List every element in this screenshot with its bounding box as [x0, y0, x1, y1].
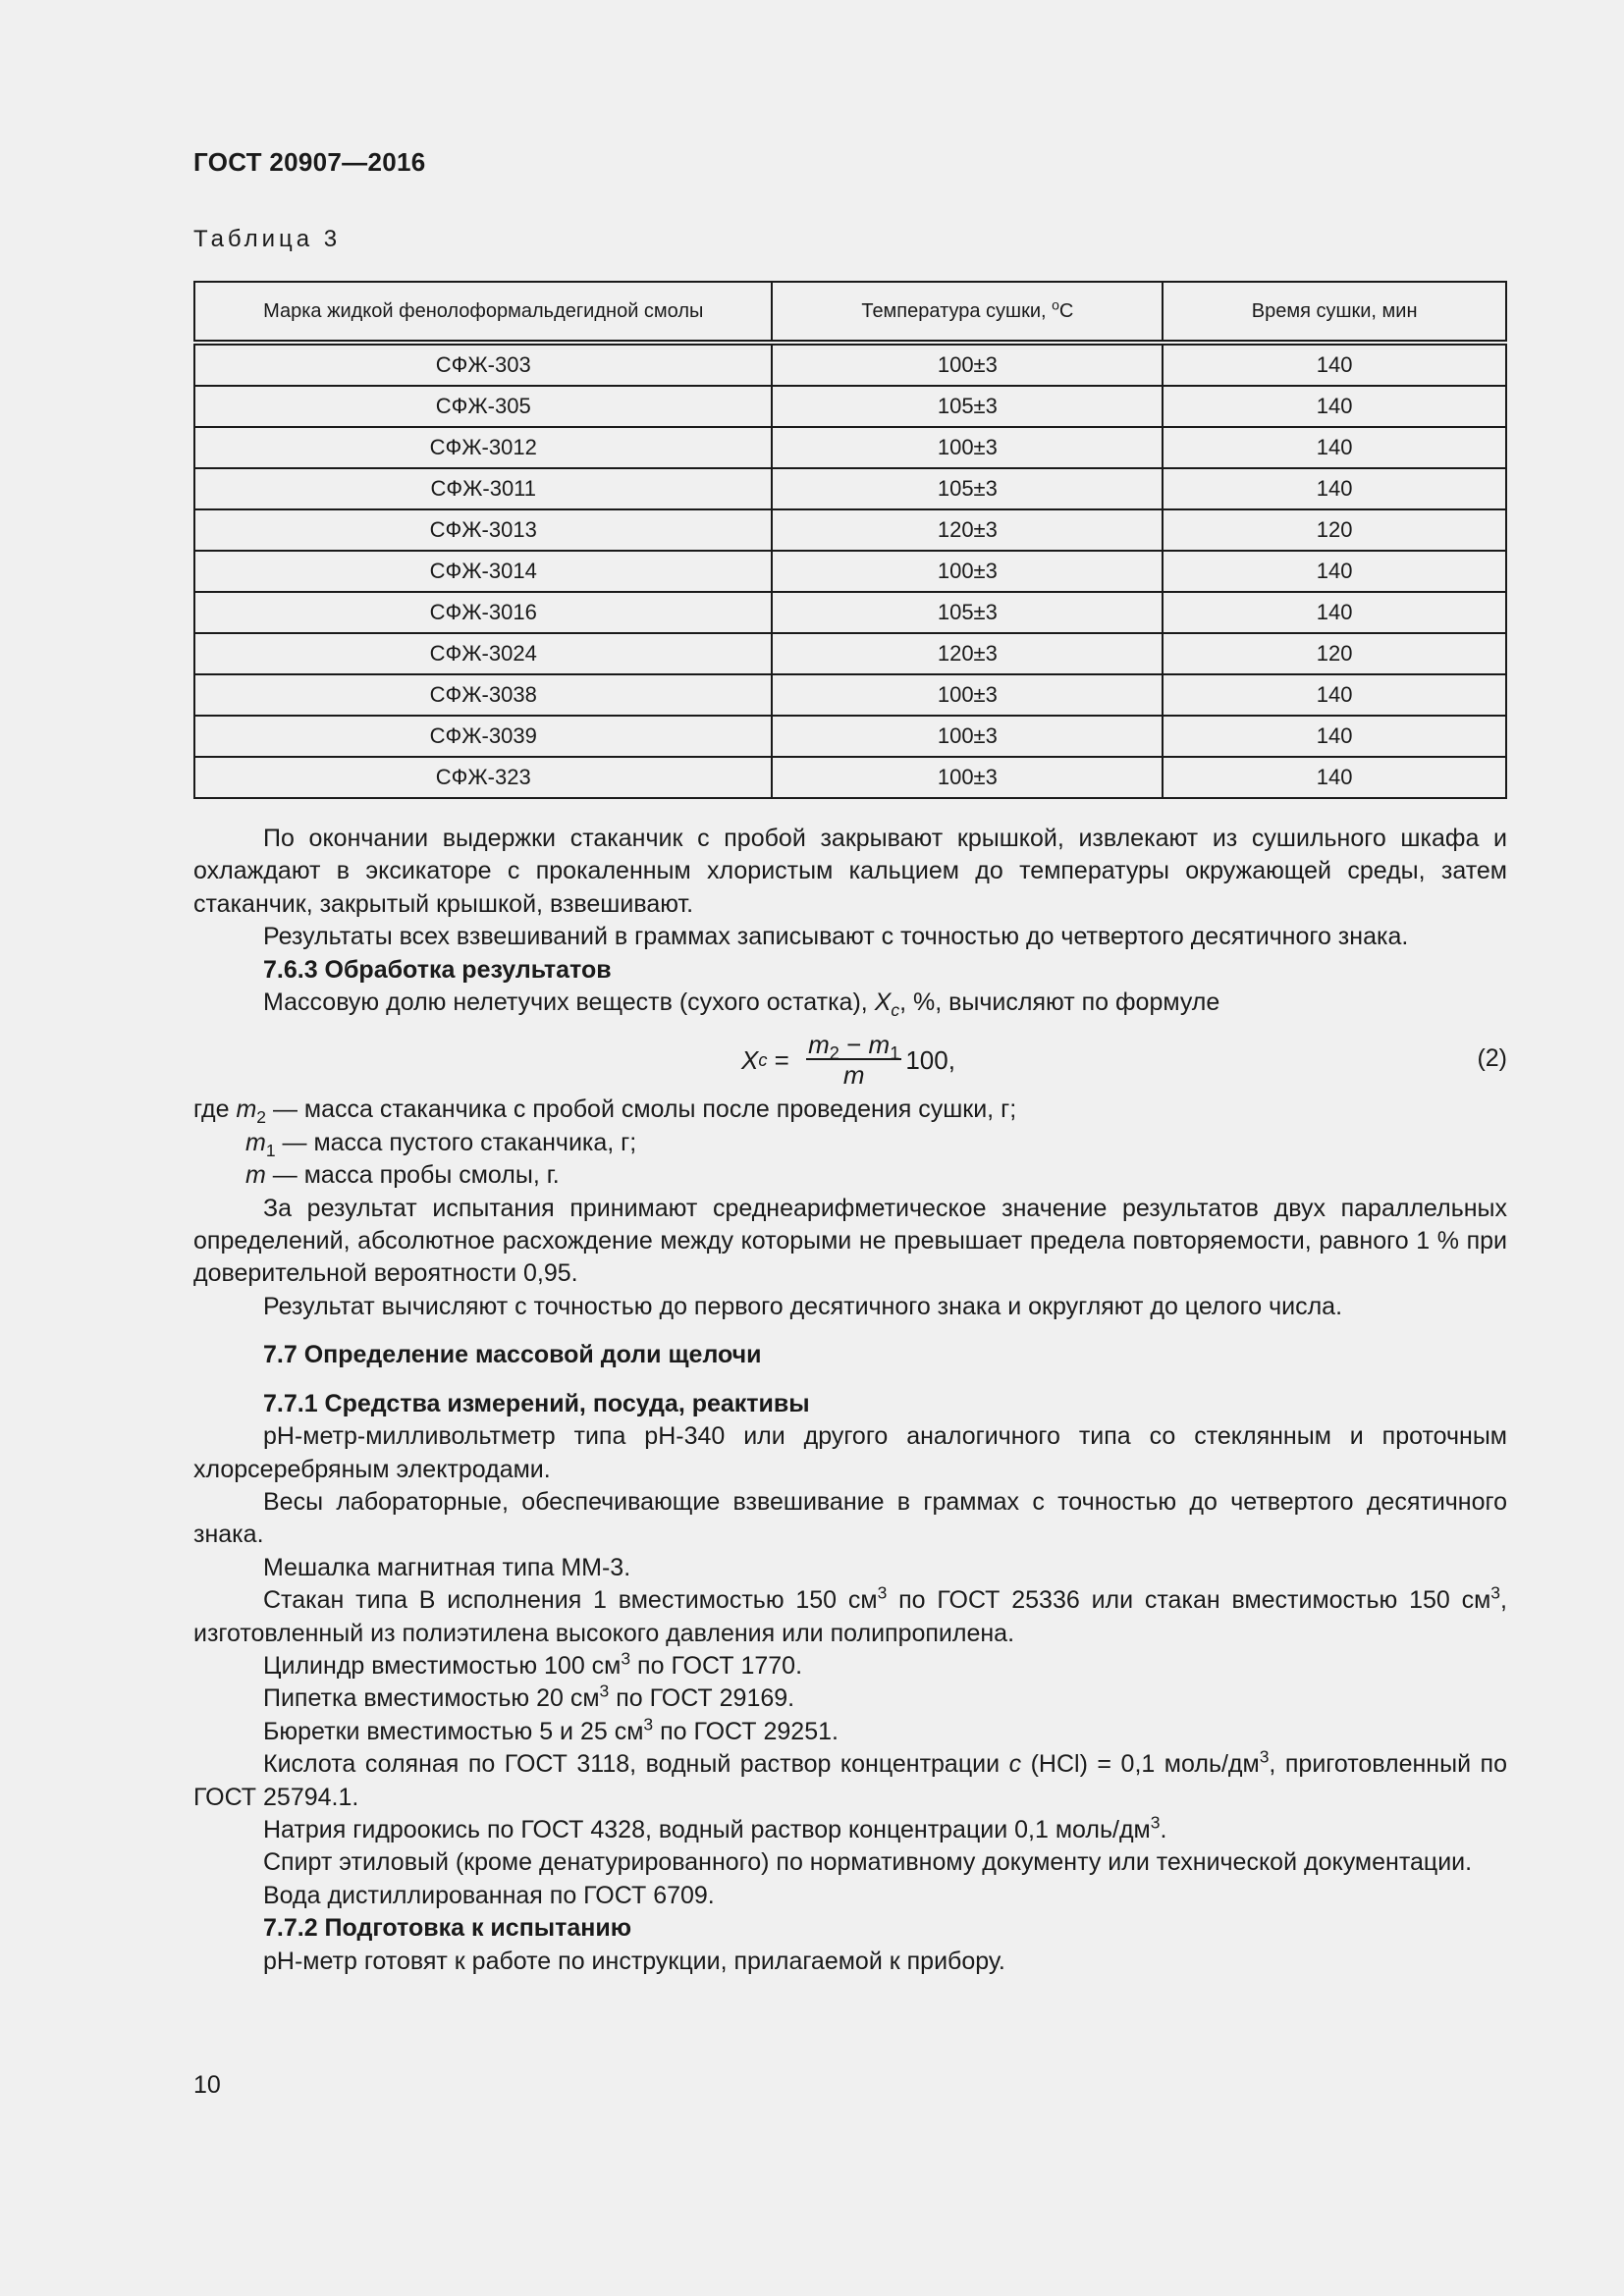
drying-time-cell: 120	[1163, 633, 1506, 674]
text: — масса пустого стаканчика, г;	[275, 1128, 637, 1156]
degree-sup: о	[1052, 295, 1059, 312]
drying-conditions-table	[193, 281, 1507, 799]
text: по ГОСТ 1770.	[630, 1651, 803, 1680]
sub-2: 2	[829, 1043, 839, 1064]
temp-unit: С	[1058, 299, 1074, 322]
column-header-resin-grade: Марка жидкой фенолоформальдегидной смолы	[194, 282, 772, 343]
variable: m	[245, 1161, 266, 1190]
where-item	[193, 1094, 1507, 1126]
var-m: m	[842, 1060, 865, 1091]
paragraph	[193, 1748, 1507, 1814]
var-m1: m	[868, 1030, 891, 1060]
where-item	[193, 1159, 1507, 1192]
table-row	[194, 551, 1506, 592]
superscript: 3	[643, 1714, 654, 1735]
resin-grade-cell: СФЖ-3038	[194, 674, 772, 716]
table-row	[194, 386, 1506, 427]
table-row	[194, 509, 1506, 551]
document-body	[193, 823, 1507, 1978]
drying-time-cell: 140	[1163, 716, 1506, 757]
drying-temperature-cell: 105±3	[772, 592, 1163, 633]
superscript: 3	[877, 1582, 888, 1603]
paragraph: Результаты всех взвешиваний в граммах записывают с точностью до четвертого десятичного знака.	[263, 923, 1409, 951]
superscript: 3	[1150, 1812, 1161, 1833]
equals-sign: =	[767, 1044, 797, 1075]
where-item	[193, 1127, 1507, 1159]
minus: −	[839, 1030, 869, 1060]
superscript: 3	[1259, 1746, 1270, 1767]
drying-temperature-cell: 100±3	[772, 674, 1163, 716]
paragraph: Мешалка магнитная типа ММ-3.	[263, 1553, 631, 1581]
text: где	[193, 1095, 237, 1124]
text: по ГОСТ 25336 или стакан вместимостью 150 см	[887, 1586, 1491, 1615]
drying-time-cell: 140	[1163, 551, 1506, 592]
resin-grade-cell: СФЖ-3014	[194, 551, 772, 592]
table-row	[194, 716, 1506, 757]
text: по ГОСТ 29251.	[653, 1717, 839, 1745]
paragraph: Весы лабораторные, обеспечивающие взвешивание в граммах с точностью до четвертого десятичного знака.	[193, 1487, 1507, 1549]
resin-grade-cell: СФЖ-303	[194, 343, 772, 386]
paragraph	[193, 1650, 1507, 1682]
formula-lhs-sub: c	[758, 1050, 768, 1071]
table-row	[194, 468, 1506, 509]
paragraph	[193, 1814, 1507, 1846]
resin-grade-cell: СФЖ-3016	[194, 592, 772, 633]
fraction	[806, 1031, 901, 1090]
drying-time-cell: 140	[1163, 674, 1506, 716]
resin-grade-cell: СФЖ-323	[194, 757, 772, 798]
text: , приготовленный по ГОСТ 25794.1.	[193, 1750, 1507, 1811]
temp-header-label: Температура сушки,	[861, 299, 1053, 322]
drying-temperature-cell: 100±3	[772, 757, 1163, 798]
table-row	[194, 674, 1506, 716]
text: Массовую долю нелетучих веществ (сухого остатка),	[263, 988, 875, 1017]
table-header-row	[194, 282, 1506, 343]
denominator	[843, 1060, 865, 1090]
superscript: 3	[621, 1648, 631, 1669]
document-title: ГОСТ 20907—2016	[193, 147, 426, 177]
formula-expression	[741, 1031, 955, 1090]
text: Натрия гидроокись по ГОСТ 4328, водный раствор концентрации 0,1 моль/дм	[263, 1815, 1151, 1843]
drying-time-cell: 140	[1163, 468, 1506, 509]
text: Цилиндр вместимостью 100 см	[263, 1651, 622, 1680]
paragraph: За результат испытания принимают среднеарифметическое значение результатов двух параллельных определений, абсолютное расхождение между которыми не превышает предела повторяемости, равного 1 % при доверительной вероятности 0,95.	[193, 1194, 1507, 1288]
paragraph	[193, 1716, 1507, 1748]
text: .	[1160, 1815, 1167, 1843]
resin-grade-cell: СФЖ-3013	[194, 509, 772, 551]
resin-grade-cell: СФЖ-305	[194, 386, 772, 427]
section-heading-7-6-3: 7.6.3 Обработка результатов	[263, 955, 612, 984]
paragraph	[193, 1584, 1507, 1650]
drying-time-cell: 140	[1163, 427, 1506, 468]
text: Кислота соляная по ГОСТ 3118, водный раствор концентрации	[263, 1750, 1009, 1779]
section-heading-7-7-2: 7.7.2 Подготовка к испытанию	[263, 1914, 632, 1943]
column-header-drying-time: Время сушки, мин	[1163, 282, 1506, 343]
drying-temperature-cell: 105±3	[772, 468, 1163, 509]
var-m2: m	[808, 1030, 830, 1060]
drying-temperature-cell: 100±3	[772, 427, 1163, 468]
equation-number: (2)	[1477, 1044, 1507, 1073]
text: по ГОСТ 29169.	[609, 1684, 795, 1713]
drying-temperature-cell: 100±3	[772, 551, 1163, 592]
table-row	[194, 592, 1506, 633]
resin-grade-cell: СФЖ-3011	[194, 468, 772, 509]
drying-temperature-cell: 100±3	[772, 343, 1163, 386]
paragraph	[193, 1682, 1507, 1715]
drying-time-cell: 140	[1163, 386, 1506, 427]
drying-temperature-cell: 120±3	[772, 509, 1163, 551]
variable: m	[245, 1128, 266, 1156]
formula-factor: 100,	[905, 1044, 955, 1075]
superscript: 3	[599, 1682, 610, 1702]
table-row	[194, 633, 1506, 674]
section-heading-7-7-1: 7.7.1 Средства измерений, посуда, реактивы	[263, 1389, 810, 1417]
variable: m	[236, 1095, 257, 1124]
numerator	[806, 1030, 901, 1064]
resin-grade-cell: СФЖ-3039	[194, 716, 772, 757]
subscript: 2	[256, 1107, 266, 1128]
variable: c	[1008, 1750, 1022, 1779]
column-header-drying-temperature	[772, 282, 1163, 343]
resin-grade-cell: СФЖ-3012	[194, 427, 772, 468]
text: Пипетка вместимостью 20 см	[263, 1684, 600, 1713]
paragraph: Спирт этиловый (кроме денатурированного) по нормативному документу или технической документации.	[263, 1848, 1473, 1877]
paragraph: рН-метр готовят к работе по инструкции, прилагаемой к прибору.	[263, 1947, 1005, 1975]
drying-temperature-cell: 100±3	[772, 716, 1163, 757]
text: — масса пробы смолы, г.	[265, 1161, 560, 1190]
resin-grade-cell: СФЖ-3024	[194, 633, 772, 674]
table-row	[194, 343, 1506, 386]
drying-time-cell: 140	[1163, 343, 1506, 386]
subscript: 1	[265, 1140, 276, 1160]
sub-1: 1	[890, 1043, 900, 1064]
variable: X	[874, 988, 892, 1017]
table-row	[194, 427, 1506, 468]
text: (HCl) = 0,1 моль/дм	[1021, 1750, 1260, 1779]
formula-lhs: X	[741, 1044, 759, 1075]
paragraph	[193, 987, 1507, 1019]
paragraph: Результат вычисляют с точностью до первого десятичного знака и округляют до целого числа.	[263, 1292, 1343, 1320]
table-caption: Таблица 3	[193, 226, 342, 252]
drying-time-cell: 140	[1163, 757, 1506, 798]
drying-temperature-cell: 120±3	[772, 633, 1163, 674]
drying-time-cell: 140	[1163, 592, 1506, 633]
paragraph: По окончании выдержки стаканчик с пробой закрывают крышкой, извлекают из сушильного шкафа и охлаждают в эксикаторе с прокаленным хлористым кальцием до температуры окружающей среды, затем стаканчик, закрытый крышкой, взвешивают.	[193, 825, 1507, 918]
page-number: 10	[193, 2071, 221, 2099]
text: , изготовленный из полиэтилена высокого давления или полипропилена.	[193, 1586, 1507, 1647]
text: , %, вычисляют по формуле	[899, 988, 1220, 1017]
paragraph: рН-метр-милливольтметр типа рН-340 или другого аналогичного типа со стеклянным и проточным хлорсеребряным электродами.	[193, 1422, 1507, 1483]
table-row	[194, 757, 1506, 798]
text: Стакан типа В исполнения 1 вместимостью 150 см	[263, 1586, 878, 1615]
formula-2	[193, 1027, 1507, 1092]
section-heading-7-7: 7.7 Определение массовой доли щелочи	[263, 1341, 762, 1369]
paragraph: Вода дистиллированная по ГОСТ 6709.	[263, 1881, 715, 1909]
superscript: 3	[1490, 1582, 1501, 1603]
drying-temperature-cell: 105±3	[772, 386, 1163, 427]
subscript: c	[891, 1000, 900, 1021]
text: Бюретки вместимостью 5 и 25 см	[263, 1717, 644, 1745]
text: — масса стаканчика с пробой смолы после проведения сушки, г;	[266, 1095, 1017, 1124]
drying-time-cell: 120	[1163, 509, 1506, 551]
